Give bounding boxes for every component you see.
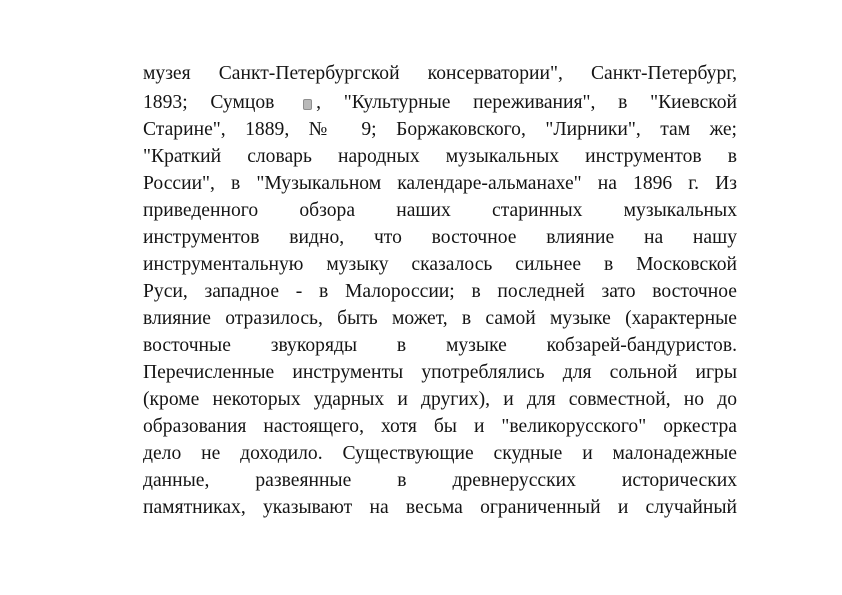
text-fragment: 1893; Сумцов [143, 92, 298, 113]
text-line [143, 87, 737, 116]
text-line: дело не доходило. Существующие скудные и малонадежные [143, 443, 737, 464]
text-line: восточные звукоряды в музыке кобзарей-бандуристов. [143, 335, 737, 356]
text-line: Руси, западное - в Малороссии; в последней зато восточное [143, 281, 737, 302]
text-line: влияние отразилось, быть может, в самой музыке (характерные [143, 308, 737, 329]
inline-marker-icon [303, 99, 312, 110]
text-line: инструментов видно, что восточное влияние на нашу [143, 227, 737, 248]
text-line: приведенного обзора наших старинных музыкальных [143, 200, 737, 221]
body-text [143, 60, 737, 521]
text-line: инструментальную музыку сказалось сильнее в Московской [143, 254, 737, 275]
text-line: памятниках, указывают на весьма ограниченный и случайный [143, 497, 737, 518]
text-line: "Краткий словарь народных музыкальных инструментов в [143, 146, 737, 167]
text-fragment: , "Культурные переживания", в "Киевской [316, 92, 737, 113]
text-line: образования настоящего, хотя бы и "великорусского" оркестра [143, 416, 737, 437]
text-line: данные, развеянные в древнерусских исторических [143, 470, 737, 491]
text-line: Старине", 1889, № 9; Боржаковского, "Лирники", там же; [143, 119, 737, 140]
text-line: России", в "Музыкальном календаре-альманахе" на 1896 г. Из [143, 173, 737, 194]
text-line: Перечисленные инструменты употреблялись для сольной игры [143, 362, 737, 383]
text-line: (кроме некоторых ударных и других), и для совместной, но до [143, 389, 737, 410]
text-line: музея Санкт-Петербургской консерватории", Санкт-Петербург, [143, 63, 737, 84]
